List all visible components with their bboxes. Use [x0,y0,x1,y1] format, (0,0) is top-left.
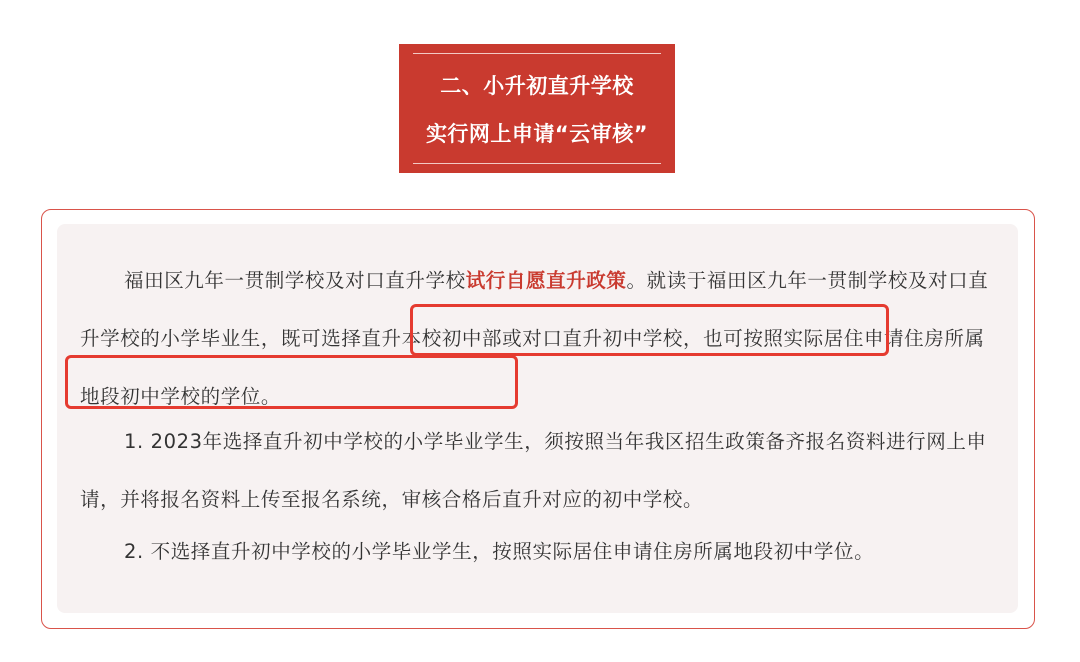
policy-intro-text: 福田区九年一贯制学校及对口直升学校 [124,269,466,292]
rule-item-1 [80,413,1000,529]
rule-item-1-text: 1. 2023年选择直升初中学校的小学毕业学生，须按照当年我区招生政策备齐报名资料进行网上申请，并将报名资料上传至报名系统，审核合格后直升对应的初中学校。 [80,430,987,511]
policy-end-punct: 。 [260,385,282,408]
policy-highlight: 试行自愿直升政策 [465,269,627,292]
policy-connector-text: ，也可按照 [683,327,784,350]
title-bottom-rule [413,163,661,164]
policy-paragraph [80,252,1000,426]
option-residence-text: 实际居住申请住房所属地段初中学校的学位 [80,327,985,408]
section-title-line2: 实行网上申请“云审核” [425,122,649,146]
section-title-line1: 二、小升初直升学校 [440,74,634,98]
rule-item-2-text: 2. 不选择直升初中学校的小学毕业学生，按照实际居住申请住房所属地段初中学位。 [124,540,875,563]
policy-scope-text: 。就读于福田区九年一贯制学校及对口直升学校的小学毕业生， [80,269,989,350]
rule-item-2 [80,523,1000,581]
section-title-banner [399,44,675,173]
option-direct-promotion-text: 既可选择直升本校初中部或对口直升初中学校 [281,327,684,350]
title-top-rule [413,53,661,54]
